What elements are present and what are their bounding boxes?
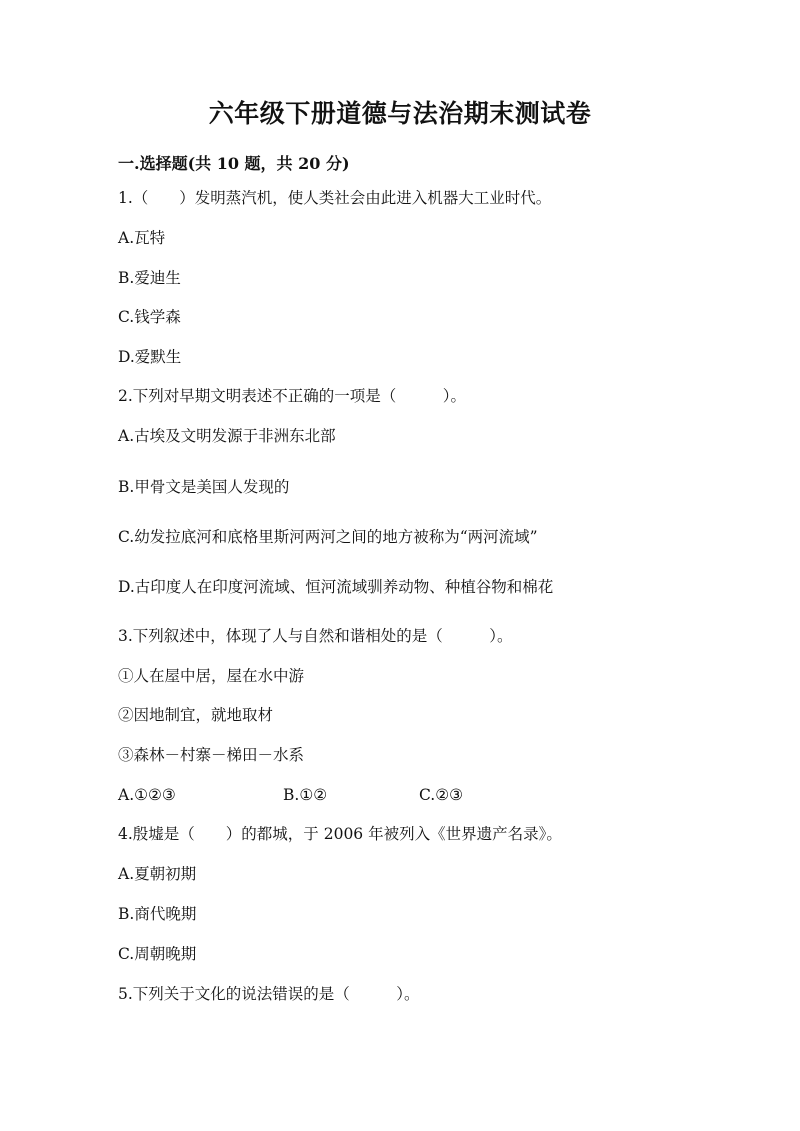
question-1-stem: 1.（ ）发明蒸汽机，使人类社会由此进入机器大工业时代。 (118, 189, 552, 207)
question-3-option-a: A.①②③ (118, 786, 176, 804)
question-5-stem: 5.下列关于文化的说法错误的是（ ）。 (118, 985, 420, 1003)
question-1-option-a: A.瓦特 (118, 229, 166, 247)
question-2-option-d: D.古印度人在印度河流域、恒河流域驯养动物、种植谷物和棉花 (118, 578, 554, 596)
question-1-option-d: D.爱默生 (118, 348, 182, 366)
question-3-statement-3: ③森林－村寨－梯田－水系 (118, 746, 305, 764)
question-3-statement-2: ②因地制宜，就地取材 (118, 706, 274, 724)
question-4-option-a: A.夏朝初期 (118, 865, 197, 883)
exam-title: 六年级下册道德与法治期末测试卷 (208, 99, 592, 128)
question-3-stem: 3.下列叙述中，体现了人与自然和谐相处的是（ ）。 (118, 627, 513, 645)
question-2-option-b: B.甲骨文是美国人发现的 (118, 478, 290, 496)
question-3-option-b: B.①② (283, 786, 328, 804)
question-3-statement-1: ①人在屋中居，屋在水中游 (118, 667, 305, 685)
question-2-stem: 2.下列对早期文明表述不正确的一项是（ ）。 (118, 387, 467, 405)
question-3-option-c: C.②③ (419, 786, 464, 804)
question-2-option-c: C.幼发拉底河和底格里斯河两河之间的地方被称为“两河流域” (118, 528, 538, 546)
question-2-option-a: A.古埃及文明发源于非洲东北部 (118, 427, 336, 445)
section-heading: 一.选择题(共 10 题，共 20 分) (118, 154, 350, 173)
question-4-stem: 4.殷墟是（ ）的都城，于 2006 年被列入《世界遗产名录》。 (118, 825, 562, 843)
question-1-option-c: C.钱学森 (118, 308, 181, 326)
question-1-option-b: B.爱迪生 (118, 269, 181, 287)
question-4-option-c: C.周朝晚期 (118, 945, 197, 963)
question-4-option-b: B.商代晚期 (118, 905, 197, 923)
